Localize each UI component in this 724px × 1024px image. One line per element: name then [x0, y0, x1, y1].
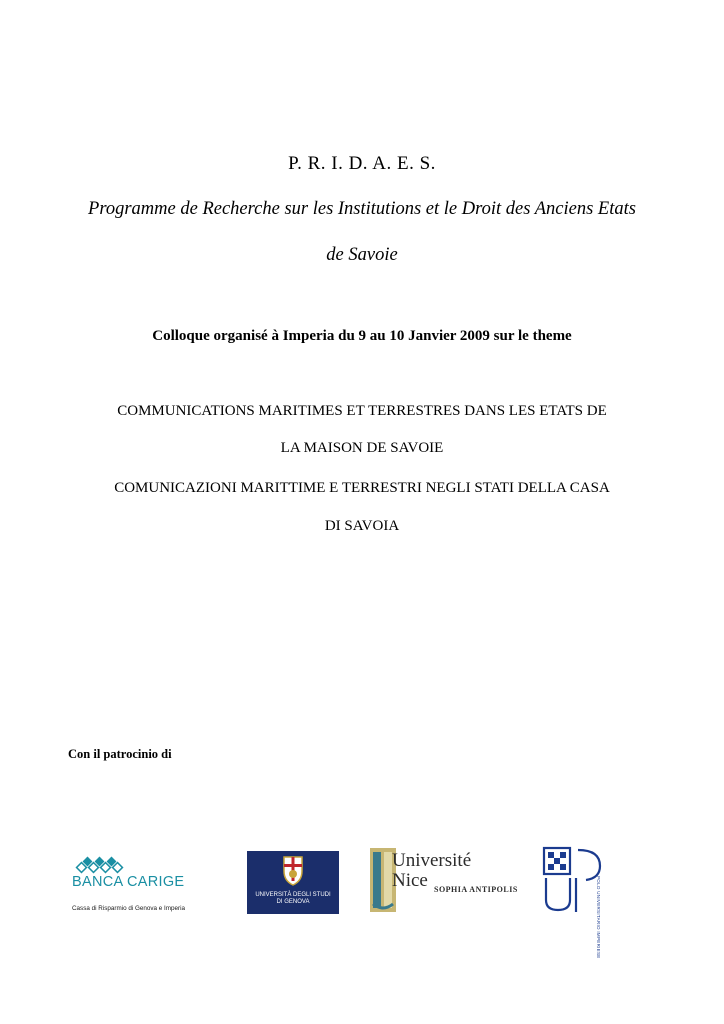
- theme-fr-line-1: COMMUNICATIONS MARITIMES ET TERRESTRES DANS LES ETATS DE: [117, 403, 607, 419]
- carige-name: BANCA CARIGE: [72, 874, 185, 890]
- unige-name: [247, 892, 339, 906]
- unige-line-2: DI GENOVA: [276, 899, 310, 905]
- unice-line-3: SOPHIA ANTIPOLIS: [434, 885, 518, 894]
- polo-imperiese-logo: [542, 846, 612, 959]
- banca-carige-logo: [70, 862, 210, 918]
- unice-logo: [370, 848, 530, 912]
- patrocinio-label: Con il patrocinio di: [68, 747, 172, 761]
- document-acronym: P. R. I. D. A. E. S.: [288, 153, 436, 174]
- theme-fr-line-2: LA MAISON DE SAVOIE: [280, 440, 444, 456]
- subtitle-line-2: de Savoie: [326, 245, 398, 265]
- theme-it-line-2: DI SAVOIA: [324, 518, 400, 534]
- colloque-heading: Colloque organisé à Imperia du 9 au 10 Janvier 2009 sur le theme: [152, 328, 572, 344]
- theme-it-line-1: COMUNICAZIONI MARITTIME E TERRESTRI NEGLI STATI DELLA CASA: [114, 480, 610, 496]
- unige-crest-icon: [247, 851, 339, 891]
- unice-line-1: Université: [392, 850, 472, 871]
- unige-logo: [247, 851, 339, 914]
- unice-line-2: Nice: [392, 870, 428, 891]
- subtitle-line-1: Programme de Recherche sur les Institutions et le Droit des Anciens Etats: [88, 199, 636, 219]
- polo-imperiese-emblem-icon: [542, 846, 612, 959]
- carige-subtitle: Cassa di Risparmio di Genova e Imperia: [72, 905, 186, 912]
- svg-text:POLO UNIVERSITARIO IMPERIESE: POLO UNIVERSITARIO IMPERIESE: [596, 876, 601, 959]
- unige-line-1: UNIVERSITÀ DEGLI STUDI: [255, 892, 331, 898]
